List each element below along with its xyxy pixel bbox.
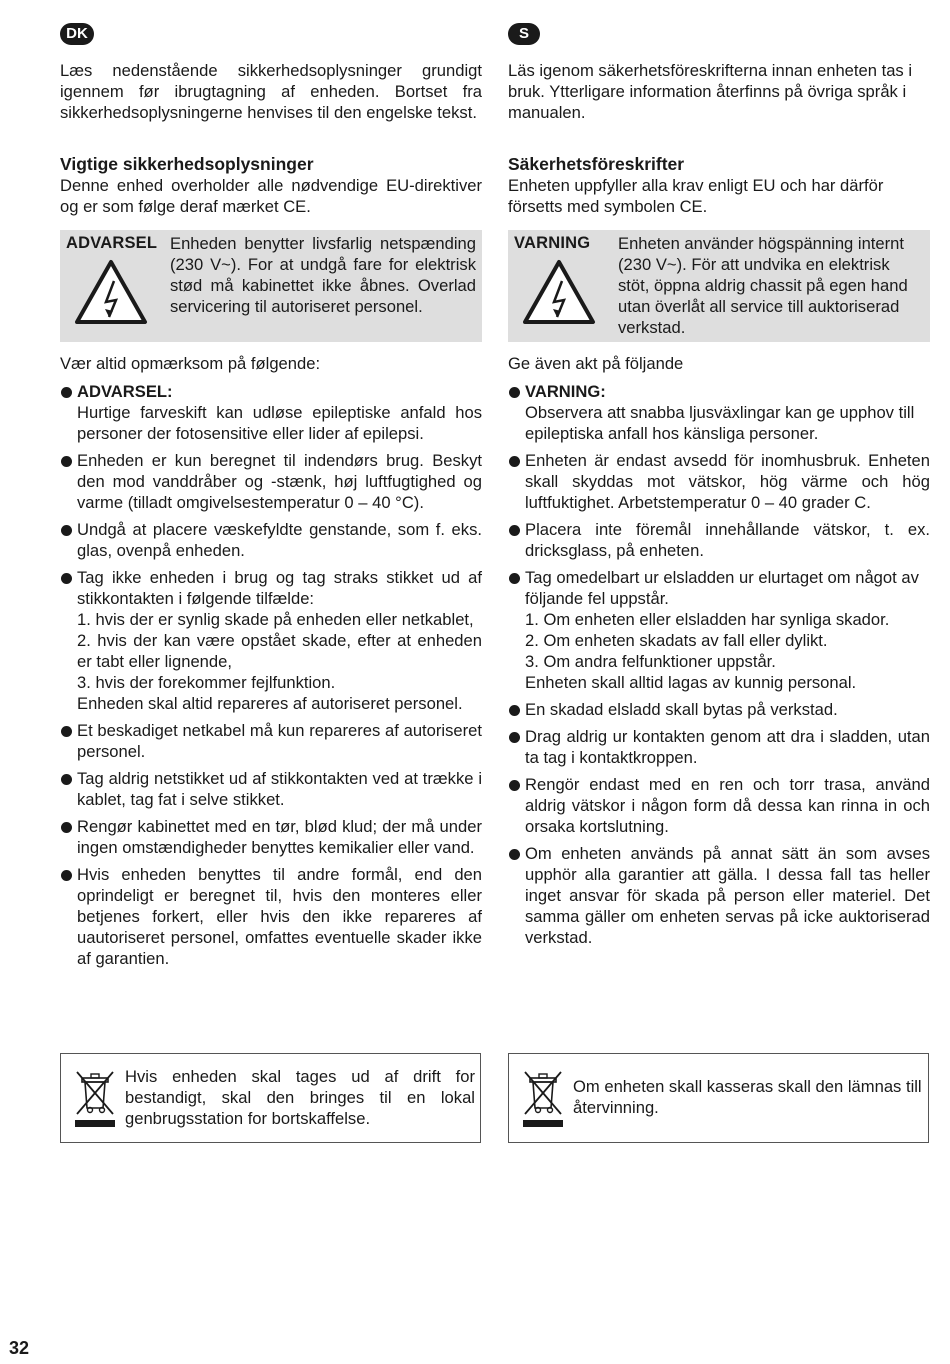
ce-mark-s: CE. — [679, 197, 708, 216]
bullet-icon — [61, 822, 72, 833]
list-item — [60, 864, 482, 969]
list-item — [60, 720, 482, 762]
sub-item: 3. Om andra felfunktioner uppstår. — [525, 652, 776, 671]
warning-box-dk — [60, 230, 482, 342]
disposal-box-s — [508, 1053, 929, 1143]
bullet-icon — [509, 732, 520, 743]
sub-item: 2. hvis der kan være opstået skade, efter at enheden er tabt eller lignende, — [77, 631, 482, 671]
list-item — [60, 768, 482, 810]
bullet-icon — [509, 456, 520, 467]
disposal-text-dk: Hvis enheden skal tages ud af drift for bestandigt, skal den bringes til en lokal genbrugsstation for bortskaffelse. — [125, 1067, 475, 1128]
bullet-icon — [509, 573, 520, 584]
bullet-icon — [509, 705, 520, 716]
section-title-s: Säkerhetsföreskrifter — [508, 154, 685, 174]
item-text: Placera inte föremål innehållande vätskor, t. ex. dricksglass, på enheten. — [525, 520, 930, 560]
list-item — [508, 381, 930, 444]
item-text: Om enheten används på annat sätt än som avses upphör alla garantier att gälla. I dessa fall tas heller inget ansvar för skada på person eller materiel. Det samma gäller om enheten servas på icke auktoriserad verkstad. — [525, 844, 930, 947]
item-heading: VARNING: — [525, 382, 606, 401]
section-text-s: Enheten uppfyller alla krav enligt EU och har därför försetts med symbolen — [508, 176, 884, 216]
language-badge-s: S — [508, 23, 540, 45]
warning-text-dk: Enheden benytter livsfarlig netspænding (230 V~). For at undgå fare for elektrisk stød må kabinettet ikke åbnes. Overlad servicering til autoriseret personel. — [170, 234, 476, 316]
section-text-dk: Denne enhed overholder alle nødvendige EU-direktiver og er som følge deraf mærket — [60, 176, 482, 216]
bullet-icon — [509, 387, 520, 398]
warning-text-s: Enheten använder högspänning internt (230 V~). För att undvika en elektrisk stöt, öppna aldrig chassit på egen hand utan överlåt all service till auktoriserad verkstad. — [618, 234, 908, 337]
bullet-icon — [61, 387, 72, 398]
sub-item: 1. hvis der er synlig skade på enheden eller netkablet, — [77, 610, 474, 629]
bullet-icon — [61, 525, 72, 536]
item-text: Hvis enheden benyttes til andre formål, end den oprindeligt er beregnet til, hvis den monteres eller betjenes forkert, eller hvis den ikke repareres af uautoriseret personel, omfattes eventuelle skader ikke af garantien. — [77, 865, 482, 968]
language-badge-dk: DK — [60, 23, 94, 45]
bullet-icon — [509, 780, 520, 791]
list-item — [508, 567, 930, 693]
list-lead-s: Ge även akt på följande — [508, 354, 684, 373]
item-heading: ADVARSEL: — [77, 382, 173, 401]
bullet-icon — [61, 774, 72, 785]
list-item — [60, 450, 482, 513]
precautions-list-s — [508, 353, 930, 954]
bullet-icon — [61, 456, 72, 467]
item-text: Tag ikke enheden i brug og tag straks stikket ud af stikkontakten i følgende tilfælde: — [77, 568, 482, 608]
list-item — [508, 774, 930, 837]
safety-section-dk — [60, 153, 482, 217]
disposal-text-s: Om enheten skall kasseras skall den lämnas till återvinning. — [573, 1077, 922, 1117]
high-voltage-warning-icon — [522, 259, 596, 325]
list-item — [508, 699, 930, 720]
item-text: Enheten är endast avsedd för inomhusbruk. Enheten skall skyddas mot vätskor, hög värme och hög luftfuktighet. Arbetstemperatur 0 – 40 grader C. — [525, 451, 930, 512]
crossed-out-bin-icon — [521, 1068, 565, 1130]
high-voltage-warning-icon — [74, 259, 148, 325]
sub-item: 1. Om enheten eller elsladden har synliga skador. — [525, 610, 890, 629]
list-item — [508, 843, 930, 948]
list-item — [60, 519, 482, 561]
intro-text-dk: Læs nedenstående sikkerhedsoplysninger grundigt igennem før ibrugtagning af enheden. Bortset fra sikkerhedsoplysningerne henvises til den engelske tekst. — [60, 61, 482, 122]
ce-mark-dk: CE. — [283, 197, 311, 216]
bullet-icon — [509, 849, 520, 860]
sub-item: 3. hvis der forekommer fejlfunktion. — [77, 673, 336, 692]
item-text: Undgå at placere væskefyldte genstande, som f. eks. glas, ovenpå enheden. — [77, 520, 482, 560]
bullet-icon — [61, 870, 72, 881]
item-text: Rengör endast med en ren och torr trasa, använd aldrig vätskor i någon form då dessa kan rinna in och orsaka kortslutning. — [525, 775, 930, 836]
list-item — [60, 381, 482, 444]
disposal-box-dk — [60, 1053, 481, 1143]
bullet-icon — [509, 525, 520, 536]
sub-item: 2. Om enheten skadats av fall eller dylikt. — [525, 631, 828, 650]
list-item — [508, 450, 930, 513]
section-title-dk: Vigtige sikkerhedsoplysninger — [60, 154, 314, 174]
precautions-list-dk — [60, 353, 482, 975]
page-number: 32 — [9, 1338, 30, 1358]
list-lead-dk: Vær altid opmærksom på følgende: — [60, 354, 321, 373]
list-item — [508, 726, 930, 768]
item-text: Enheden er kun beregnet til indendørs brug. Beskyt den mod vanddråber og -stænk, høj luftfugtighed og varme (tilladt omgivelsestemperatur 0 – 40 °C). — [77, 451, 482, 512]
bullet-icon — [61, 726, 72, 737]
warning-label-dk: ADVARSEL — [66, 234, 158, 252]
item-text: Tag omedelbart ur elsladden ur elurtaget om något av följande fel uppstår. — [525, 568, 919, 608]
warning-box-s — [508, 230, 930, 342]
item-text: Rengør kabinettet med en tør, blød klud; der må under ingen omstændigheder benyttes kemikalier eller vand. — [77, 817, 482, 857]
safety-section-s — [508, 153, 930, 217]
item-text: Enheten skall alltid lagas av kunnig personal. — [525, 673, 857, 692]
list-item — [508, 519, 930, 561]
warning-label-s: VARNING — [514, 234, 591, 252]
item-text: Observera att snabba ljusväxlingar kan ge upphov till epileptiska anfall hos känsliga personer. — [525, 403, 915, 443]
item-text: Hurtige farveskift kan udløse epileptiske anfald hos personer der fotosensitive eller lider af epilepsi. — [77, 403, 482, 443]
item-text: En skadad elsladd skall bytas på verkstad. — [525, 700, 838, 719]
item-text: Et beskadiget netkabel må kun repareres af autoriseret personel. — [77, 721, 482, 761]
list-item — [60, 816, 482, 858]
item-text: Tag aldrig netstikket ud af stikkontakten ved at trække i kablet, tag fat i selve stikket. — [77, 769, 482, 809]
intro-text-s: Läs igenom säkerhetsföreskrifterna innan enheten tas i bruk. Ytterligare information återfinns på övriga språk i manualen. — [508, 61, 913, 122]
bullet-icon — [61, 573, 72, 584]
crossed-out-bin-icon — [73, 1068, 117, 1130]
item-text: Enheden skal altid repareres af autoriseret personel. — [77, 694, 463, 713]
list-item — [60, 567, 482, 714]
item-text: Drag aldrig ur kontakten genom att dra i sladden, utan ta tag i kontaktkroppen. — [525, 727, 930, 767]
